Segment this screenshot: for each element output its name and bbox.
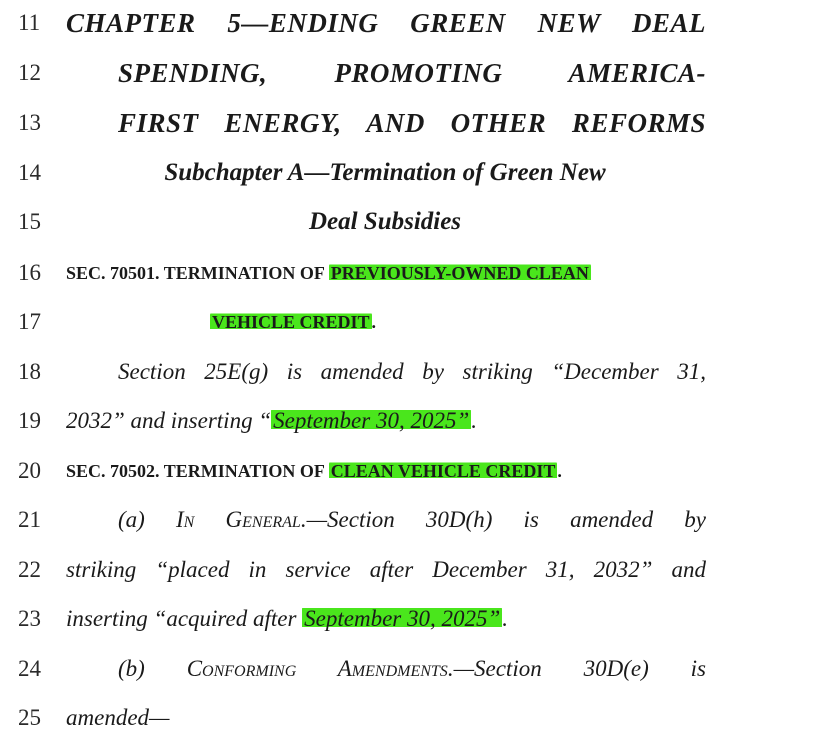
line-number: 25 <box>18 705 41 730</box>
chapter-heading: SPENDING, PROMOTING AMERICA- <box>118 58 706 88</box>
section-heading-text: . <box>371 312 377 332</box>
line-number: 17 <box>18 309 41 334</box>
body-text <box>118 500 706 540</box>
chapter-heading: FIRST ENERGY, AND OTHER REFORMS <box>118 108 706 138</box>
subsection-heading: In General <box>176 507 301 532</box>
body-text-segment: .—Section 30D(e) is <box>447 656 706 681</box>
body-text <box>66 599 508 639</box>
section-heading-text: SEC. 70502. TERMINATION OF <box>66 461 329 481</box>
bill-line <box>0 550 837 590</box>
line-number: 14 <box>18 160 41 185</box>
line-number: 23 <box>18 606 41 631</box>
line-number: 22 <box>18 557 41 582</box>
body-text-segment: . <box>502 606 509 631</box>
bill-line <box>0 500 837 540</box>
bill-line <box>0 153 837 193</box>
line-number: 24 <box>18 656 41 681</box>
bill-line <box>0 302 837 342</box>
section-heading <box>210 302 376 342</box>
bill-line <box>0 53 837 93</box>
bill-line <box>0 451 837 491</box>
section-heading <box>66 253 591 293</box>
body-text <box>66 401 477 441</box>
bill-line <box>0 698 837 738</box>
body-text-segment: (b) <box>118 656 187 681</box>
line-number: 16 <box>18 260 41 285</box>
line-number: 19 <box>18 408 41 433</box>
body-text: amended— <box>66 705 170 730</box>
subchapter-heading: Subchapter A—Termination of Green New <box>164 159 606 186</box>
body-text-segment: .—Section 30D(h) is amended by <box>300 507 706 532</box>
subsection-heading: Conforming Amendments <box>186 656 448 681</box>
bill-line <box>0 599 837 639</box>
body-text <box>118 649 706 689</box>
body-text-segment: inserting “acquired after <box>66 606 303 631</box>
line-number: 18 <box>18 359 41 384</box>
section-heading <box>66 451 562 491</box>
highlighted-text: PREVIOUSLY-OWNED CLEAN <box>330 263 589 283</box>
body-text: Section 25E(g) is amended by striking “December 31, <box>118 359 706 384</box>
subchapter-heading: Deal Subsidies <box>308 208 462 235</box>
bill-line <box>0 352 837 392</box>
line-number: 20 <box>18 458 41 483</box>
line-number: 21 <box>18 507 41 532</box>
line-number: 12 <box>18 60 41 85</box>
line-number: 13 <box>18 110 41 135</box>
line-number: 11 <box>18 10 41 35</box>
bill-line <box>0 202 837 242</box>
line-number: 15 <box>18 209 41 234</box>
body-text: striking “placed in service after December 31, 2032” and <box>66 557 706 582</box>
section-heading-text: . <box>557 461 562 481</box>
highlighted-text: CLEAN VEHICLE CREDIT <box>330 461 556 481</box>
bill-line <box>0 401 837 441</box>
body-text-segment: (a) <box>118 507 177 532</box>
body-text-segment: 2032” and inserting “ <box>66 408 272 433</box>
bill-line <box>0 3 837 43</box>
bill-line <box>0 253 837 293</box>
highlighted-text: September 30, 2025” <box>273 408 470 433</box>
highlighted-text: VEHICLE CREDIT <box>212 312 370 332</box>
body-text-segment: . <box>471 408 477 433</box>
bill-line <box>0 649 837 689</box>
bill-line <box>0 103 837 143</box>
chapter-heading: CHAPTER 5—ENDING GREEN NEW DEAL <box>66 8 706 38</box>
section-heading-text: SEC. 70501. TERMINATION OF <box>66 263 329 283</box>
highlighted-text: September 30, 2025” <box>304 606 501 631</box>
